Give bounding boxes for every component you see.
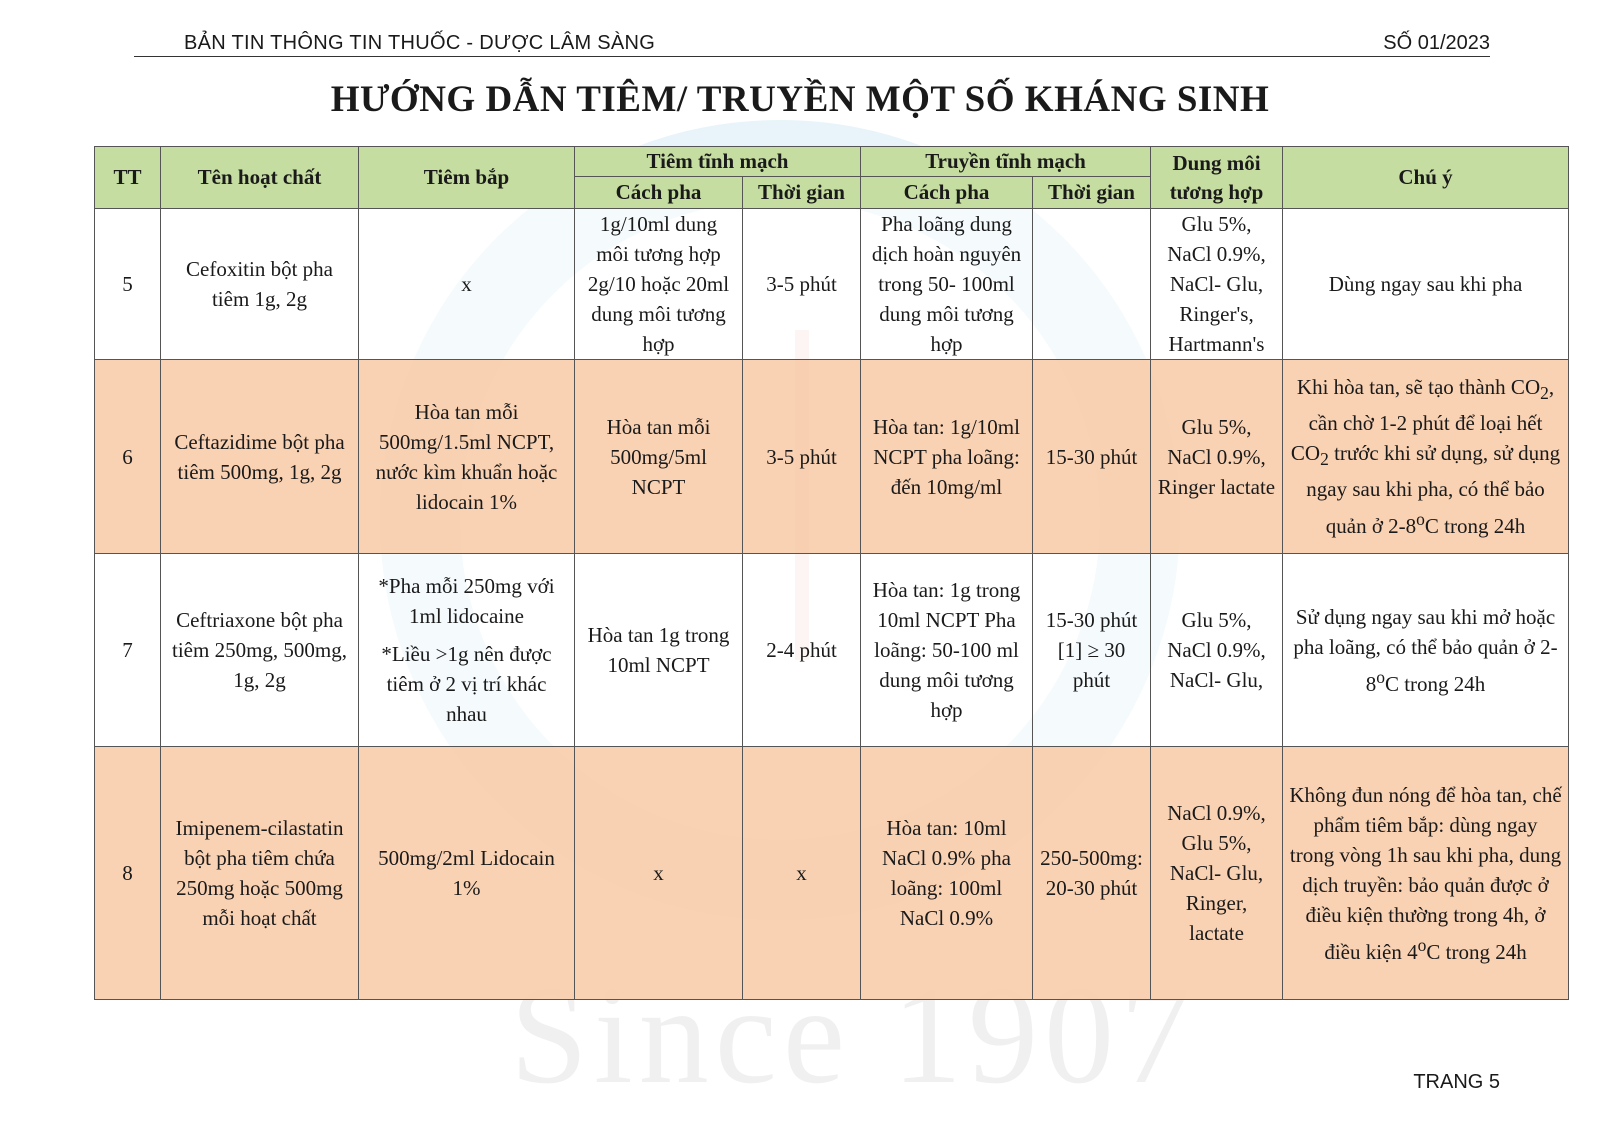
cell-active-ingredient: Cefoxitin bột pha tiêm 1g, 2g: [161, 209, 359, 360]
col-header-iv-infusion: Truyền tĩnh mạch: [861, 147, 1151, 177]
page-title: HƯỚNG DẪN TIÊM/ TRUYỀN MỘT SỐ KHÁNG SINH: [330, 79, 1270, 120]
cell-iv-prep: x: [575, 747, 743, 1000]
cell-compatible-solvent: Glu 5%, NaCl 0.9%, Ringer lactate: [1151, 360, 1283, 554]
issue-number: SỐ 01/2023: [1383, 32, 1490, 54]
col-header-active-ingredient: Tên hoạt chất: [161, 147, 359, 209]
cell-notes: Sử dụng ngay sau khi mở hoặc pha loãng, có thể bảo quản ở 2-8$^o$C trong 24h: [1283, 554, 1569, 747]
cell-tt: 8: [95, 747, 161, 1000]
cell-notes: Khi hòa tan, sẽ tạo thành $CO_2$, cần chờ 1-2 phút để loại hết $CO_2$ trước khi sử dụng, sử dụng ngay sau khi pha, có thể bảo quản ở 2-8$^o$C trong 24h: [1283, 360, 1569, 554]
antibiotic-injection-table: [94, 146, 1569, 1000]
cell-intramuscular: Hòa tan mỗi 500mg/1.5ml NCPT, nước kìm khuẩn hoặc lidocain 1%: [359, 360, 575, 554]
cell-iv-time: x: [743, 747, 861, 1000]
col-header-tt: TT: [95, 147, 161, 209]
cell-tt: 5: [95, 209, 161, 360]
cell-intramuscular: 500mg/2ml Lidocain 1%: [359, 747, 575, 1000]
col-header-iv-injection: Tiêm tĩnh mạch: [575, 147, 861, 177]
cell-notes: Không đun nóng để hòa tan, chế phẩm tiêm bắp: dùng ngay trong vòng 1h sau khi pha, dung dịch truyền: bảo quản được ở điều kiện thường trong 4h, ở điều kiện 4$^o$C trong 24h: [1283, 747, 1569, 1000]
cell-infusion-time: 250-500mg: 20-30 phút: [1033, 747, 1151, 1000]
cell-iv-time: 3-5 phút: [743, 209, 861, 360]
col-header-intramuscular: Tiêm bắp: [359, 147, 575, 209]
col-header-compatible-solvent: Dung môi tương hợp: [1151, 147, 1283, 209]
cell-iv-time: 3-5 phút: [743, 360, 861, 554]
cell-tt: 6: [95, 360, 161, 554]
cell-infusion-time: 15-30 phút: [1033, 360, 1151, 554]
cell-active-ingredient: Ceftazidime bột pha tiêm 500mg, 1g, 2g: [161, 360, 359, 554]
cell-infusion-prep: Pha loãng dung dịch hoàn nguyên trong 50- 100ml dung môi tương hợp: [861, 209, 1033, 360]
col-header-infusion-time: Thời gian: [1033, 177, 1151, 209]
cell-compatible-solvent: Glu 5%, NaCl 0.9%, NaCl- Glu,: [1151, 554, 1283, 747]
table-row: [95, 360, 1569, 554]
cell-infusion-time: [1033, 209, 1151, 360]
cell-compatible-solvent: Glu 5%, NaCl 0.9%, NaCl- Glu, Ringer's, Hartmann's: [1151, 209, 1283, 360]
bulletin-name: BẢN TIN THÔNG TIN THUỐC - DƯỢC LÂM SÀNG: [184, 32, 656, 54]
page-number: TRANG 5: [1413, 1071, 1500, 1093]
table-row: [95, 554, 1569, 747]
cell-notes: Dùng ngay sau khi pha: [1283, 209, 1569, 360]
cell-infusion-prep: Hòa tan: 1g/10ml NCPT pha loãng: đến 10mg/ml: [861, 360, 1033, 554]
cell-tt: 7: [95, 554, 161, 747]
document-header: [134, 30, 1490, 57]
cell-iv-prep: Hòa tan mỗi 500mg/5ml NCPT: [575, 360, 743, 554]
cell-iv-time: 2-4 phút: [743, 554, 861, 747]
col-header-iv-time: Thời gian: [743, 177, 861, 209]
header-row-top: [95, 147, 1569, 177]
table-row: [95, 747, 1569, 1000]
cell-intramuscular: *Pha mỗi 250mg với 1ml lidocaine *Liều >1g nên được tiêm ở 2 vị trí khác nhau: [359, 554, 575, 747]
cell-active-ingredient: Ceftriaxone bột pha tiêm 250mg, 500mg, 1g, 2g: [161, 554, 359, 747]
col-header-notes: Chú ý: [1283, 147, 1569, 209]
cell-compatible-solvent: NaCl 0.9%, Glu 5%, NaCl- Glu, Ringer, lactate: [1151, 747, 1283, 1000]
watermark-since-text: Since 1907: [510, 958, 1197, 1113]
cell-iv-prep: 1g/10ml dung môi tương hợp 2g/10 hoặc 20ml dung môi tương hợp: [575, 209, 743, 360]
cell-active-ingredient: Imipenem-cilastatin bột pha tiêm chứa 250mg hoặc 500mg mỗi hoạt chất: [161, 747, 359, 1000]
cell-iv-prep: Hòa tan 1g trong 10ml NCPT: [575, 554, 743, 747]
table-row: [95, 209, 1569, 360]
cell-intramuscular: x: [359, 209, 575, 360]
cell-infusion-prep: Hòa tan: 1g trong 10ml NCPT Pha loãng: 50-100 ml dung môi tương hợp: [861, 554, 1033, 747]
col-header-infusion-prep: Cách pha: [861, 177, 1033, 209]
cell-infusion-time: 15-30 phút [1] ≥ 30 phút: [1033, 554, 1151, 747]
cell-infusion-prep: Hòa tan: 10ml NaCl 0.9% pha loãng: 100ml NaCl 0.9%: [861, 747, 1033, 1000]
col-header-iv-prep: Cách pha: [575, 177, 743, 209]
